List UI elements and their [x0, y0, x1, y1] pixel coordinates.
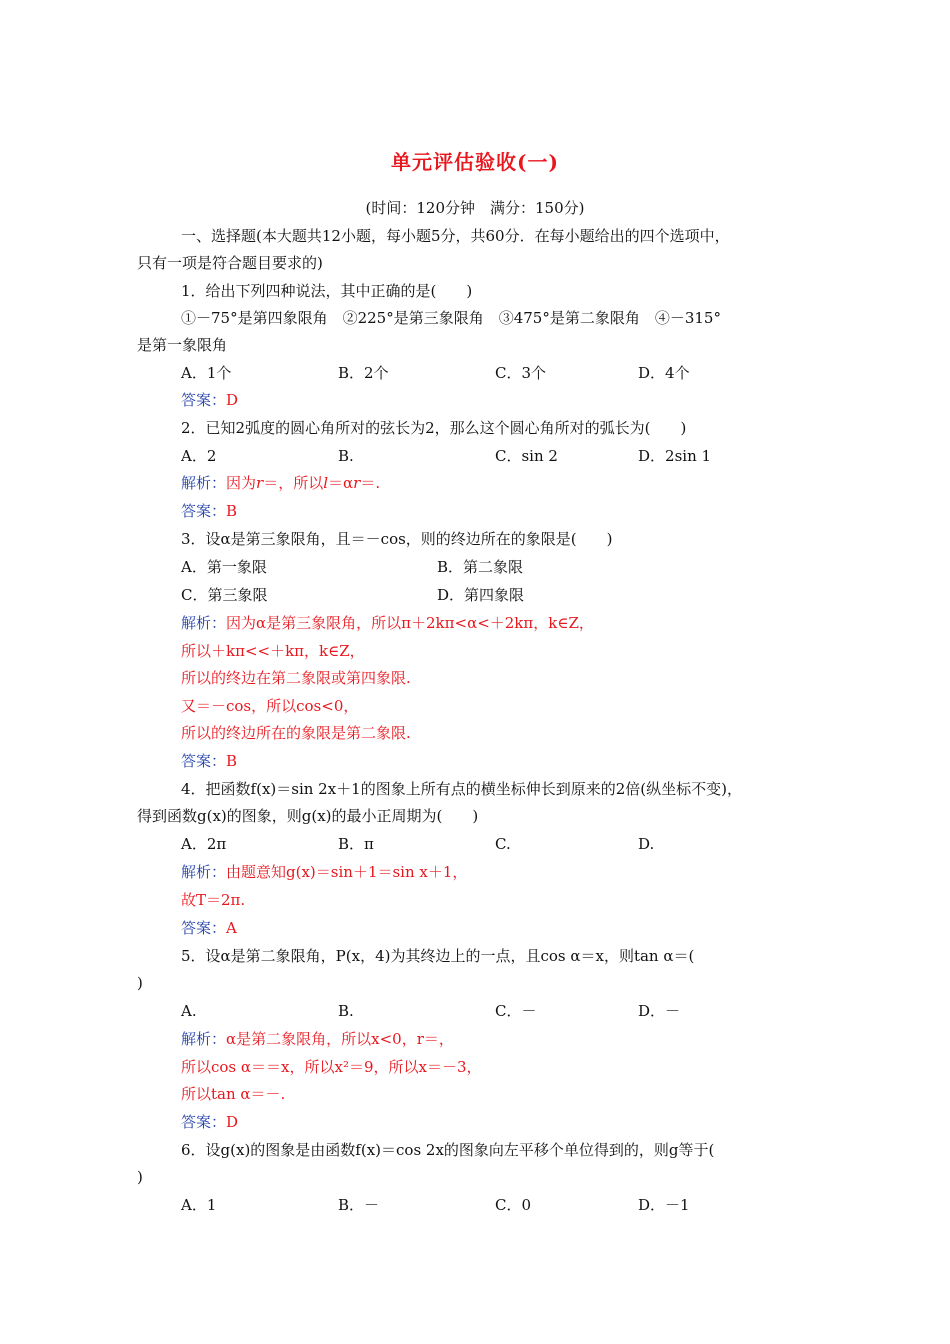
q3-answer [181, 751, 237, 771]
q5-answer-value: D [226, 1113, 239, 1131]
page-title: 单元评估验收(一) [391, 150, 559, 174]
q4-analysis-line [181, 862, 467, 882]
q2-option-b: B. [338, 447, 354, 465]
q4-answer-value: A [226, 919, 237, 937]
q4-analysis-text: 由题意知g(x)＝sin＋1＝sin x＋1， [226, 863, 468, 881]
q2-analysis-part: ＝，所以 [263, 474, 324, 492]
q3-option-a: A．第一象限 [181, 558, 267, 576]
q5-stem-line1: 5．设α是第二象限角，P(x，4)为其终边上的一点，且cos α＝x，则tan α＝( [181, 947, 695, 965]
q2-analysis-part: ＝α [328, 474, 354, 492]
q4-stem-line2: 得到函数g(x)的图象，则g(x)的最小正周期为( ) [137, 807, 479, 825]
q3-analysis-line: 所以的终边在第二象限或第四象限. [181, 669, 411, 687]
q2-option-d: D．2sin 1 [638, 447, 712, 465]
answer-label: 答案： [181, 1113, 227, 1131]
q4-answer [181, 918, 237, 938]
q4-option-c: C. [495, 835, 511, 853]
q1-items-line1: ①－75°是第四象限角 ②225°是第三象限角 ③475°是第二象限角 ④－315° [181, 309, 721, 327]
q4-stem-line1: 4．把函数f(x)＝sin 2x＋1的图象上所有点的横坐标伸长到原来的2倍(纵坐标不变)， [181, 780, 742, 798]
q5-analysis-text: α是第二象限角，所以x<0，r＝， [226, 1030, 454, 1048]
analysis-label: 解析： [181, 1030, 227, 1048]
answer-label: 答案： [181, 919, 227, 937]
q4-option-a: A．2π [181, 835, 227, 853]
q5-stem-line2: ) [137, 974, 143, 992]
q1-items-line2: 是第一象限角 [137, 336, 228, 354]
q1-option-b: B．2个 [338, 364, 389, 382]
q4-option-b: B．π [338, 835, 374, 853]
q6-option-b: B．－ [338, 1196, 380, 1214]
q2-analysis-part: ＝. [360, 474, 381, 492]
q5-analysis-line: 所以tan α＝－. [181, 1085, 286, 1103]
q2-analysis-part: 因为 [226, 474, 257, 492]
q1-option-a: A．1个 [181, 364, 232, 382]
q5-answer [181, 1112, 238, 1132]
answer-label: 答案： [181, 391, 227, 409]
q2-analysis-var-r: r [256, 474, 264, 492]
q5-option-b: B. [338, 1002, 354, 1020]
exam-meta: (时间：120分钟 满分：150分) [365, 199, 585, 217]
q4-option-d: D. [638, 835, 655, 853]
q3-option-b: B．第二象限 [437, 558, 524, 576]
q5-option-a: A. [181, 1002, 197, 1020]
q3-analysis-line: 所以＋kπ<<＋kπ，k∈Z， [181, 642, 365, 660]
section-heading-line1: 一、选择题(本大题共12小题，每小题5分，共60分．在每小题给出的四个选项中， [181, 227, 730, 245]
q1-option-d: D．4个 [638, 364, 690, 382]
q1-stem: 1．给出下列四种说法，其中正确的是( ) [181, 282, 473, 300]
analysis-label: 解析： [181, 614, 227, 632]
q3-analysis-line [181, 613, 594, 633]
q3-analysis-line: 所以的终边所在的象限是第二象限. [181, 724, 411, 742]
q3-answer-value: B [226, 752, 238, 770]
q3-option-d: D．第四象限 [437, 586, 525, 604]
q2-option-c: C．sin 2 [495, 447, 558, 465]
answer-label: 答案： [181, 502, 227, 520]
q5-option-d: D．－ [638, 1002, 681, 1020]
q1-answer-value: D [226, 391, 239, 409]
q5-analysis-line [181, 1029, 454, 1049]
q2-option-a: A．2 [181, 447, 217, 465]
q6-option-a: A．1 [181, 1196, 217, 1214]
q2-analysis [181, 473, 380, 493]
q3-option-c: C．第三象限 [181, 586, 268, 604]
q6-option-d: D．－1 [638, 1196, 690, 1214]
q3-stem: 3．设α是第三象限角，且＝－cos，则的终边所在的象限是( ) [181, 530, 613, 548]
q1-answer [181, 390, 238, 410]
q2-stem: 2．已知2弧度的圆心角所对的弦长为2，那么这个圆心角所对的弧长为( ) [181, 419, 687, 437]
q6-option-c: C．0 [495, 1196, 532, 1214]
q6-stem-line2: ) [137, 1168, 143, 1186]
q3-analysis-text: 因为α是第三象限角，所以π＋2kπ<α<＋2kπ，k∈Z， [226, 614, 594, 632]
analysis-label: 解析： [181, 474, 227, 492]
q1-option-c: C．3个 [495, 364, 547, 382]
section-heading-line2: 只有一项是符合题目要求的) [137, 254, 323, 272]
answer-label: 答案： [181, 752, 227, 770]
q2-analysis-var-l: l [323, 474, 329, 492]
q6-stem-line1: 6．设g(x)的图象是由函数f(x)＝cos 2x的图象向左平移个单位得到的，则g等于( [181, 1141, 715, 1159]
q2-analysis-var-r: r [353, 474, 361, 492]
q4-analysis-line: 故T＝2π. [181, 891, 246, 909]
analysis-label: 解析： [181, 863, 227, 881]
q2-answer-value: B [226, 502, 238, 520]
q3-analysis-line: 又＝－cos，所以cos<0， [181, 697, 359, 715]
q5-analysis-line: 所以cos α＝＝x，所以x²＝9，所以x＝－3， [181, 1058, 482, 1076]
q2-answer [181, 501, 237, 521]
q5-option-c: C．－ [495, 1002, 537, 1020]
